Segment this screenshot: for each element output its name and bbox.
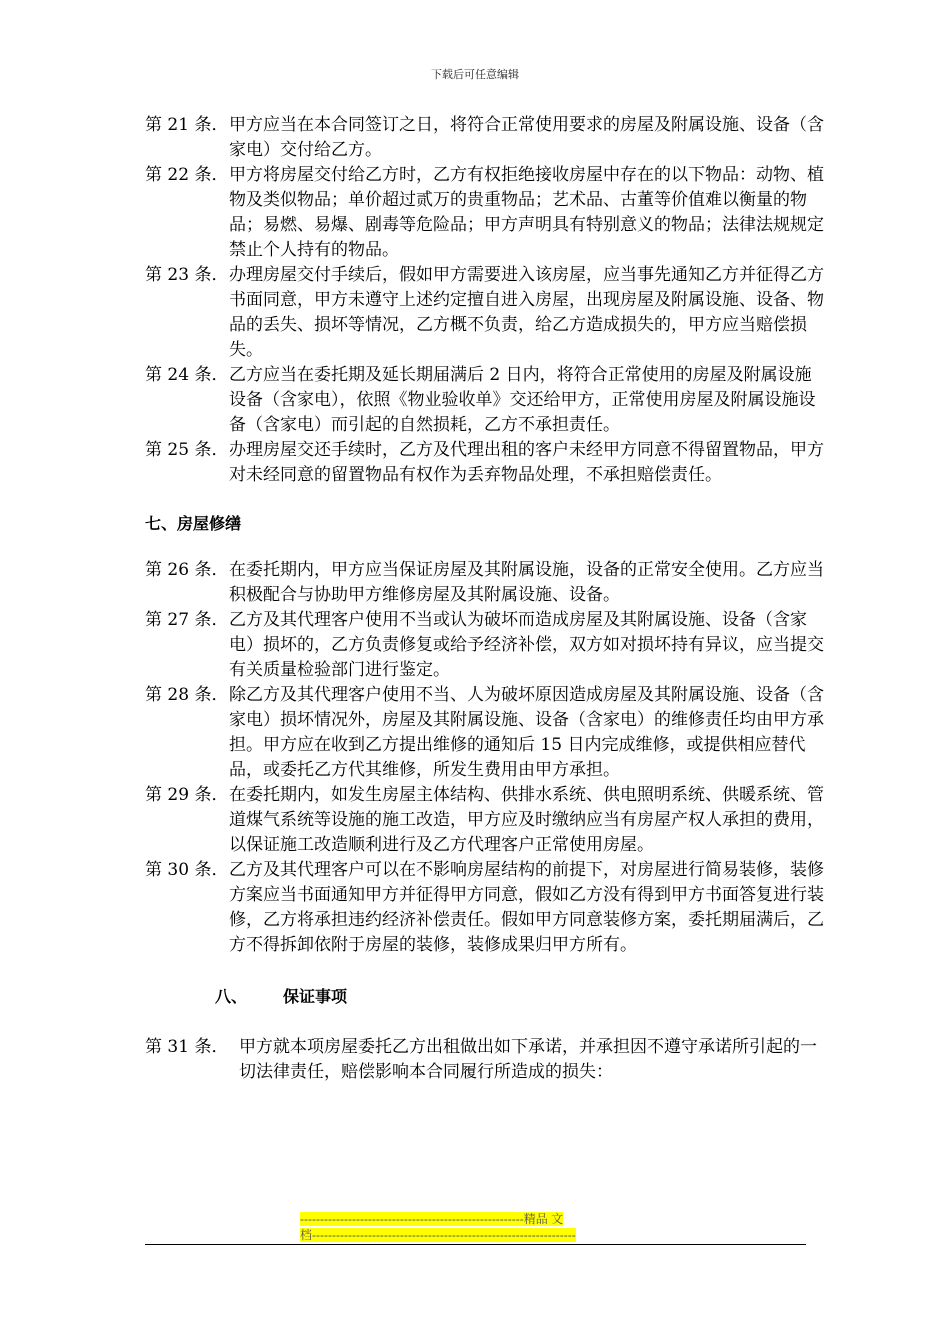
- clause-number: 第 28 条．: [145, 685, 229, 705]
- footer-line-1: --------------------------------------------------------精品 文: [300, 1212, 564, 1226]
- clause: [145, 558, 825, 608]
- clause-number: 第 24 条．: [145, 365, 229, 385]
- section-heading-guarantee: [145, 984, 825, 1009]
- clause: [145, 163, 825, 263]
- section-number: 八、: [215, 987, 248, 1006]
- clause-number: 第 31 条．: [145, 1037, 229, 1057]
- clause: [145, 363, 825, 438]
- clause-list-repair: [145, 558, 825, 958]
- clause-31: [145, 1035, 825, 1085]
- document-body: [145, 113, 825, 1085]
- footer-divider: [145, 1244, 806, 1245]
- clause: [145, 858, 825, 958]
- clause-text: 除乙方及其代理客户使用不当、人为破坏原因造成房屋及其附属设施、设备（含家电）损坏情况外，房屋及其附属设施、设备（含家电）的维修责任均由甲方承担。甲方应在收到乙方提出维修的通知后 15 日内完成维修，或提供相应替代品，或委托乙方代其维修，所发生费用由甲方承担。: [229, 685, 824, 780]
- clause: [145, 113, 825, 163]
- page-header-note: 下载后可任意编辑: [431, 68, 519, 81]
- clause-text: 乙方应当在委托期及延长期届满后 2 日内，将符合正常使用的房屋及附属设施设备（含家电），依照《物业验收单》交还给甲方，正常使用房屋及附属设施设备（含家电）而引起的自然损耗，乙方不承担责任。: [229, 365, 816, 435]
- clause-text: 甲方将房屋交付给乙方时，乙方有权拒绝接收房屋中存在的以下物品：动物、植物及类似物品；单价超过贰万的贵重物品；艺术品、古董等价值难以衡量的物品；易燃、易爆、剧毒等危险品；甲方声明具有特别意义的物品；法律法规规定禁止个人持有的物品。: [229, 165, 824, 260]
- footer-line-2: 档------------------------------------------------------------------: [300, 1228, 576, 1242]
- clause: [145, 683, 825, 783]
- clause-text: 甲方应当在本合同签订之日，将符合正常使用要求的房屋及附属设施、设备（含家电）交付给乙方。: [229, 115, 824, 160]
- clause-number: 第 25 条．: [145, 440, 229, 460]
- clause-text: 乙方及其代理客户使用不当或认为破坏而造成房屋及其附属设施、设备（含家电）损坏的，乙方负责修复或给予经济补偿，双方如对损坏持有异议，应当提交有关质量检验部门进行鉴定。: [229, 610, 824, 680]
- clause-text: 办理房屋交付手续后，假如甲方需要进入该房屋，应当事先通知乙方并征得乙方书面同意，甲方未遵守上述约定擅自进入房屋，出现房屋及附属设施、设备、物品的丢失、损坏等情况，乙方概不负责，给乙方造成损失的，甲方应当赔偿损失。: [229, 265, 824, 360]
- clause-number: 第 29 条．: [145, 785, 229, 805]
- clause-number: 第 30 条．: [145, 860, 229, 880]
- clause-number: 第 21 条．: [145, 115, 229, 135]
- clause-text: 在委托期内，如发生房屋主体结构、供排水系统、供电照明系统、供暖系统、管道煤气系统等设施的施工改造，甲方应及时缴纳应当有房屋产权人承担的费用，以保证施工改造顺利进行及乙方代理客户正常使用房屋。: [229, 785, 824, 855]
- clause-number: 第 27 条．: [145, 610, 229, 630]
- footer-watermark: [300, 1211, 650, 1243]
- clause-text: 乙方及其代理客户可以在不影响房屋结构的前提下，对房屋进行简易装修，装修方案应当书面通知甲方并征得甲方同意，假如乙方没有得到甲方书面答复进行装修，乙方将承担违约经济补偿责任。假如甲方同意装修方案，委托期届满后，乙方不得拆卸依附于房屋的装修，装修成果归甲方所有。: [229, 860, 824, 955]
- clause: [145, 783, 825, 858]
- clause-number: 第 22 条．: [145, 165, 229, 185]
- clause-text: 在委托期内，甲方应当保证房屋及其附属设施，设备的正常安全使用。乙方应当积极配合与协助甲方维修房屋及其附属设施、设备。: [229, 560, 824, 605]
- clause: [145, 438, 825, 488]
- section-title: 保证事项: [283, 987, 348, 1006]
- clause: [145, 263, 825, 363]
- clause-list-delivery: [145, 113, 825, 488]
- section-heading-repair: 七、房屋修缮: [145, 514, 242, 533]
- clause-text: 办理房屋交还手续时，乙方及代理出租的客户未经甲方同意不得留置物品，甲方对未经同意的留置物品有权作为丢弃物品处理，不承担赔偿责任。: [229, 440, 824, 485]
- clause-number: 第 23 条．: [145, 265, 229, 285]
- clause-text: 甲方就本项房屋委托乙方出租做出如下承诺，并承担因不遵守承诺所引起的一切法律责任，赔偿影响本合同履行所造成的损失：: [239, 1037, 817, 1082]
- clause: [145, 608, 825, 683]
- clause-number: 第 26 条．: [145, 560, 229, 580]
